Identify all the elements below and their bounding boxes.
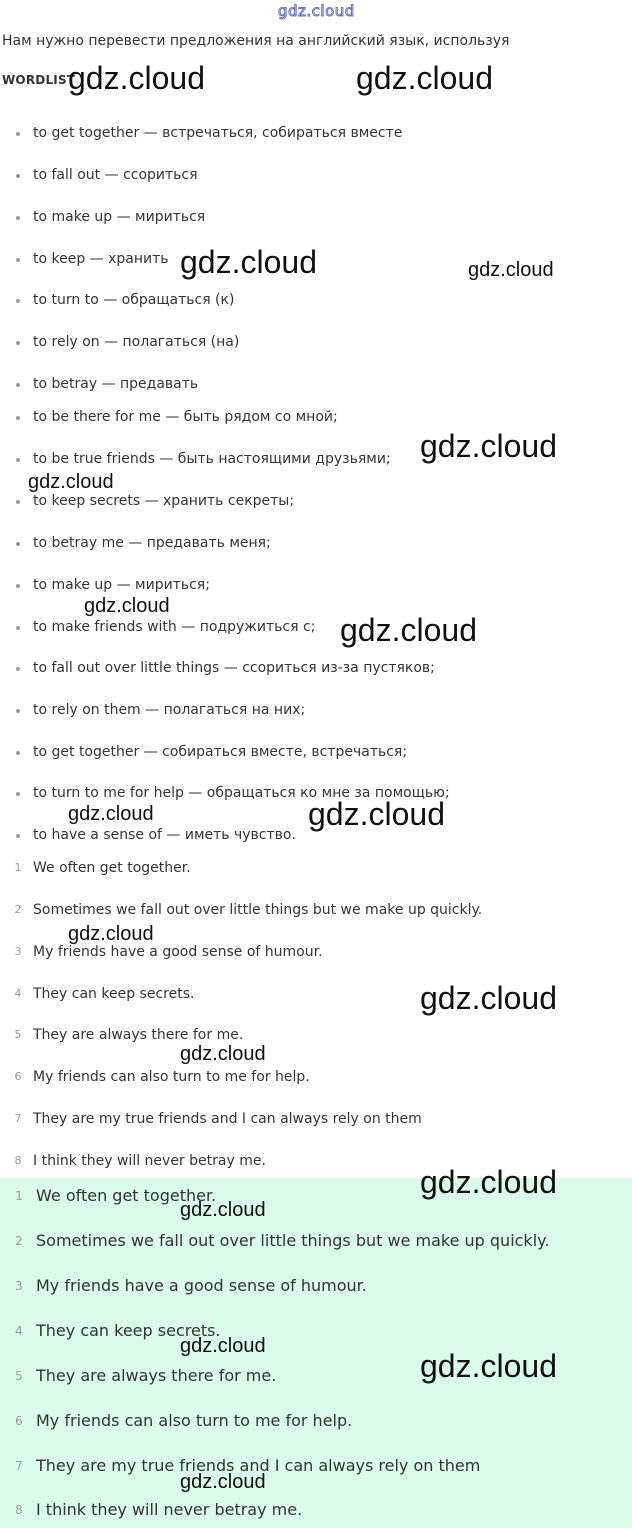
watermark: gdz.cloud [84, 595, 170, 617]
example-number: 1 [14, 861, 22, 874]
bullet-icon [16, 341, 20, 345]
answer-text: My friends can also turn to me for help. [36, 1411, 353, 1430]
wordlist-item-text: to betray me — предавать меня; [33, 535, 271, 551]
bullet-icon [16, 751, 20, 755]
watermark: gdz.cloud [420, 428, 557, 464]
bullet-icon [16, 299, 20, 303]
watermark: gdz.cloud [68, 923, 154, 945]
answer-number: 8 [15, 1503, 23, 1517]
bullet-icon [16, 383, 20, 387]
bullet-icon [16, 834, 20, 838]
wordlist-item-text: to fall out over little things — ссориться из-за пустяков; [33, 660, 435, 676]
wordlist-item-text: to get together — собираться вместе, встречаться; [33, 744, 408, 760]
bullet-icon [16, 258, 20, 262]
bullet-icon [16, 458, 20, 462]
answer-number: 5 [15, 1369, 23, 1383]
answer-text: Sometimes we fall out over little things but we make up quickly. [36, 1231, 550, 1250]
wordlist-item-text: to keep secrets — хранить секреты; [33, 493, 295, 509]
example-number: 2 [14, 903, 22, 916]
watermark: gdz.cloud [28, 471, 114, 493]
example-number: 3 [14, 945, 22, 958]
bullet-icon [16, 132, 20, 136]
answer-number: 7 [15, 1459, 23, 1473]
example-text: We often get together. [33, 860, 191, 876]
answer-text: They are my true friends and I can always rely on them [36, 1456, 481, 1475]
example-text: My friends have a good sense of humour. [33, 944, 323, 960]
watermark: gdz.cloud [180, 1043, 266, 1065]
answer-text: We often get together. [36, 1186, 217, 1205]
bullet-icon [16, 416, 20, 420]
bullet-icon [16, 792, 20, 796]
bullet-icon [16, 709, 20, 713]
answer-number: 1 [15, 1189, 23, 1203]
wordlist-item-text: to rely on — полагаться (на) [33, 334, 240, 350]
bullet-icon [16, 584, 20, 588]
wordlist-item-text: to be true friends — быть настоящими друзьями; [33, 451, 391, 467]
watermark: gdz.cloud [308, 796, 445, 832]
watermark: gdz.cloud [420, 980, 557, 1016]
bullet-icon [16, 500, 20, 504]
answer-text: I think they will never betray me. [36, 1500, 303, 1519]
watermark: gdz.cloud [180, 1471, 266, 1493]
example-text: My friends can also turn to me for help. [33, 1069, 310, 1085]
bullet-icon [16, 542, 20, 546]
bullet-icon [16, 216, 20, 220]
wordlist-item-text: to turn to — обращаться (к) [33, 292, 235, 308]
answer-number: 4 [15, 1324, 23, 1338]
answer-text: They can keep secrets. [36, 1321, 221, 1340]
watermark: gdz.cloud [356, 60, 493, 96]
watermark: gdz.cloud [68, 60, 205, 96]
wordlist-item-text: to have a sense of — иметь чувство. [33, 827, 296, 843]
example-number: 5 [14, 1028, 22, 1041]
answer-text: They are always there for me. [36, 1366, 277, 1385]
watermark: gdz.cloud [180, 1335, 266, 1357]
example-text: I think they will never betray me. [33, 1153, 266, 1169]
wordlist-item-text: to turn to me for help — обращаться ко мне за помощью; [33, 785, 450, 801]
wordlist-item-text: to betray — предавать [33, 376, 199, 392]
wordlist-heading: WORDLIST [2, 73, 76, 87]
example-text: They are always there for me. [33, 1027, 244, 1043]
watermark: gdz.cloud [180, 1199, 266, 1221]
intro-text: Нам нужно перевести предложения на английский язык, используя [2, 33, 510, 49]
answer-text: My friends have a good sense of humour. [36, 1276, 367, 1295]
wordlist-item-text: to get together — встречаться, собираться вместе [33, 125, 403, 141]
example-number: 8 [14, 1154, 22, 1167]
wordlist-item-text: to fall out — ссориться [33, 167, 198, 183]
wordlist-item-text: to be there for me — быть рядом со мной; [33, 409, 338, 425]
answer-number: 3 [15, 1279, 23, 1293]
answer-number: 2 [15, 1234, 23, 1248]
watermark: gdz.cloud [468, 259, 554, 281]
watermark: gdz.cloud [340, 612, 477, 648]
example-number: 7 [14, 1112, 22, 1125]
wordlist-item-text: to rely on them — полагаться на них; [33, 702, 306, 718]
watermark: gdz.cloud [68, 803, 154, 825]
watermark: gdz.cloud [420, 1164, 557, 1200]
watermark: gdz.cloud [420, 1348, 557, 1384]
example-text: They are my true friends and I can always rely on them [33, 1111, 422, 1127]
site-watermark-top: gdz.cloud [278, 2, 355, 20]
wordlist-item-text: to make friends with — подружиться с; [33, 619, 316, 635]
wordlist-item-text: to make up — мириться [33, 209, 206, 225]
example-number: 4 [14, 987, 22, 1000]
wordlist-item-text: to keep — хранить [33, 251, 169, 267]
bullet-icon [16, 174, 20, 178]
bullet-icon [16, 626, 20, 630]
answer-number: 6 [15, 1414, 23, 1428]
bullet-icon [16, 667, 20, 671]
watermark: gdz.cloud [180, 244, 317, 280]
example-number: 6 [14, 1070, 22, 1083]
wordlist-item-text: to make up — мириться; [33, 577, 210, 593]
example-text: Sometimes we fall out over little things but we make up quickly. [33, 902, 483, 918]
example-text: They can keep secrets. [33, 986, 195, 1002]
